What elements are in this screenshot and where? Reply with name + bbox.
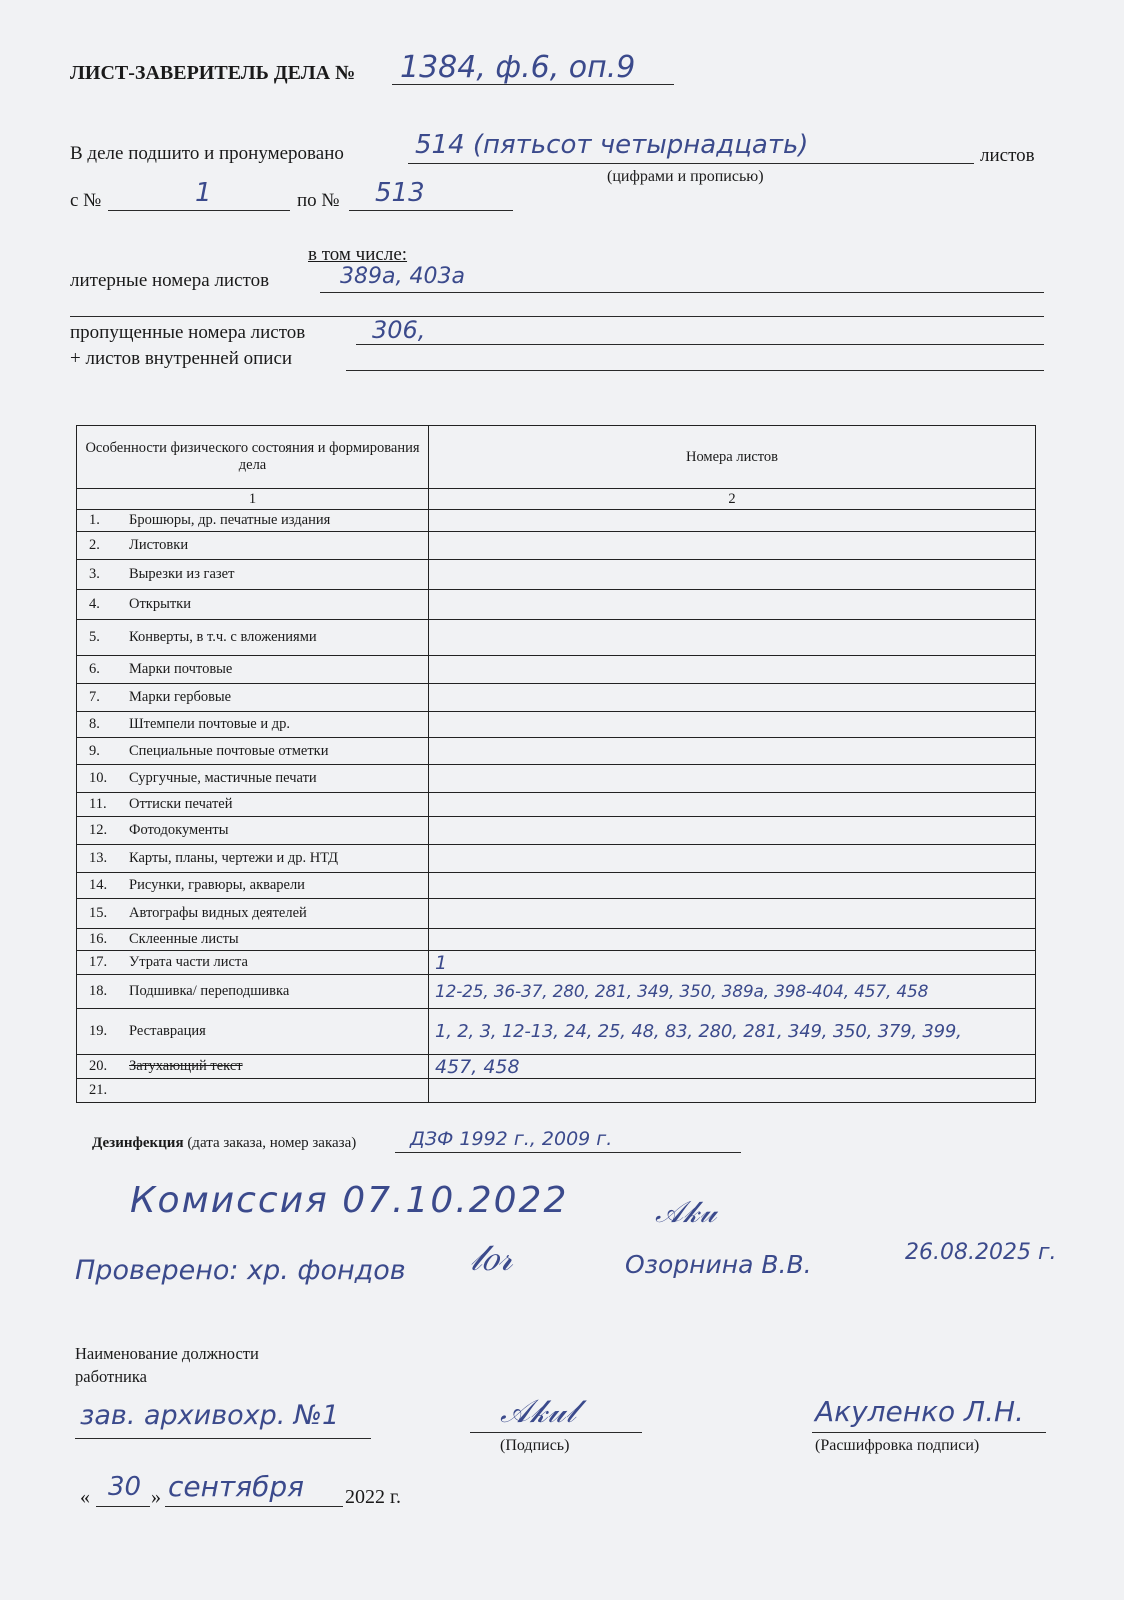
table-row	[77, 793, 1036, 817]
table-row	[77, 738, 1036, 765]
row-value	[429, 656, 1036, 684]
table-row	[77, 656, 1036, 684]
row-value	[429, 532, 1036, 560]
sewn-line	[408, 163, 974, 164]
physical-state-table	[76, 425, 1036, 1103]
disinfection-label-rest: (дата заказа, номер заказа)	[187, 1135, 357, 1151]
row-num: 14.	[89, 877, 108, 893]
date-day-line	[96, 1506, 150, 1507]
date-quote-open: «	[80, 1486, 90, 1508]
table-row	[77, 1079, 1036, 1103]
table-row	[77, 712, 1036, 738]
row-value	[429, 793, 1036, 817]
row-value	[429, 684, 1036, 712]
table-row	[77, 684, 1036, 712]
date-quote-close: »	[151, 1486, 161, 1508]
row-num: 15.	[89, 905, 108, 921]
commission-signature-icon: 𝒜𝓀𝓊	[655, 1195, 717, 1230]
row-num: 2.	[89, 537, 100, 553]
table-row	[77, 765, 1036, 793]
row-num: 16.	[89, 931, 108, 947]
checked-note: Проверено: хр. фондов	[75, 1255, 406, 1286]
to-value: 513	[375, 178, 425, 208]
table-row	[77, 899, 1036, 929]
sheets-label: листов	[980, 145, 1035, 166]
checked-name: Озорнина В.В.	[625, 1250, 812, 1279]
row-value	[429, 738, 1036, 765]
row-num: 20.	[89, 1058, 108, 1074]
row-value: 457, 458	[429, 1055, 1036, 1079]
row-value	[429, 1079, 1036, 1103]
row-num: 5.	[89, 629, 100, 645]
row-value	[429, 929, 1036, 951]
row-label: Фотодокументы	[129, 822, 229, 838]
checked-date: 26.08.2025 г.	[905, 1240, 1057, 1265]
row-label: Склеенные листы	[129, 931, 239, 947]
letter-label: литерные номера листов	[70, 270, 270, 291]
row-num: 1.	[89, 512, 100, 528]
row-label: Открытки	[129, 596, 191, 612]
table-row	[77, 873, 1036, 899]
disinfection-label	[92, 1135, 356, 1152]
row-label: Марки гербовые	[129, 689, 232, 705]
row-value	[429, 590, 1036, 620]
table-row	[77, 620, 1036, 656]
col1-index: 1	[77, 489, 429, 510]
table-row	[77, 817, 1036, 845]
letter-value: 389а, 403а	[340, 264, 465, 289]
row-label: Оттиски печатей	[129, 796, 233, 812]
row-label: Марки почтовые	[129, 661, 233, 677]
row-value: 1, 2, 3, 12-13, 24, 25, 48, 83, 280, 281, 349, 350, 379, 399,	[429, 1009, 1036, 1055]
row-num: 10.	[89, 770, 108, 786]
case-number-value: 1384, ф.6, оп.9	[400, 50, 636, 85]
table-row	[77, 1055, 1036, 1079]
disinfection-value: ДЗФ 1992 г., 2009 г.	[410, 1128, 613, 1150]
form-title: ЛИСТ-ЗАВЕРИТЕЛЬ ДЕЛА №	[70, 62, 356, 84]
row-value	[429, 845, 1036, 873]
sewn-caption: (цифрами и прописью)	[607, 168, 764, 185]
from-label: с №	[70, 190, 102, 211]
row-label: Реставрация	[129, 1023, 206, 1039]
commission-note: Комиссия 07.10.2022	[130, 1180, 569, 1221]
date-year: 2022 г.	[345, 1486, 401, 1508]
table-row	[77, 845, 1036, 873]
row-value	[429, 560, 1036, 590]
letter-line	[320, 292, 1044, 293]
row-num: 4.	[89, 596, 100, 612]
decode-line	[812, 1432, 1046, 1433]
row-label: Затухающий текст	[129, 1058, 243, 1074]
row-value	[429, 817, 1036, 845]
row-label: Брошюры, др. печатные издания	[129, 512, 331, 528]
position-line	[75, 1438, 371, 1439]
row-num: 19.	[89, 1023, 108, 1039]
col2-index: 2	[429, 489, 1036, 510]
row-label: Штемпели почтовые и др.	[129, 716, 291, 732]
date-month: сентября	[168, 1470, 304, 1503]
sewn-label: В деле подшито и пронумеровано	[70, 143, 344, 164]
table-row	[77, 532, 1036, 560]
decode-value: Акуленко Л.Н.	[815, 1395, 1024, 1428]
signature-line	[470, 1432, 642, 1433]
inner-label: + листов внутренней описи	[70, 348, 293, 369]
disinfection-line	[395, 1152, 741, 1153]
row-value	[429, 712, 1036, 738]
row-value	[429, 510, 1036, 532]
row-label: Рисунки, гравюры, акварели	[129, 877, 305, 893]
row-num: 21.	[89, 1082, 108, 1098]
row-num: 3.	[89, 566, 100, 582]
row-value	[429, 620, 1036, 656]
disinfection-label-bold: Дезинфекция	[92, 1135, 184, 1151]
missing-line	[356, 344, 1044, 345]
col2-header: Номера листов	[429, 426, 1036, 489]
including-label: в том числе:	[308, 244, 408, 265]
to-line	[349, 210, 513, 211]
row-value: 12-25, 36-37, 280, 281, 349, 350, 389а, 398-404, 457, 458	[429, 975, 1036, 1009]
row-num: 11.	[89, 796, 107, 812]
row-num: 7.	[89, 689, 100, 705]
row-num: 18.	[89, 983, 108, 999]
row-label: Утрата части листа	[129, 954, 248, 970]
case-number-line	[392, 84, 674, 85]
signature-icon: 𝒜𝓀𝓊𝓁	[500, 1392, 577, 1430]
missing-value: 306,	[372, 316, 426, 344]
table-row	[77, 929, 1036, 951]
to-label: по №	[297, 190, 340, 211]
table-row	[77, 1009, 1036, 1055]
row-label: Подшивка/ переподшивка	[129, 983, 290, 999]
decode-caption: (Расшифровка подписи)	[815, 1437, 980, 1454]
row-label: Листовки	[129, 537, 189, 553]
row-label: Вырезки из газет	[129, 566, 235, 582]
row-num: 17.	[89, 954, 108, 970]
row-num: 8.	[89, 716, 100, 732]
row-label: Специальные почтовые отметки	[129, 742, 329, 759]
checked-signature-icon: 𝓁𝑜𝓇	[470, 1238, 513, 1279]
missing-label: пропущенные номера листов	[70, 322, 306, 343]
row-num: 13.	[89, 850, 108, 866]
row-label: Автографы видных деятелей	[129, 905, 307, 921]
sewn-value: 514 (пятьсот четырнадцать)	[415, 130, 809, 160]
inner-line	[346, 370, 1044, 371]
row-num: 6.	[89, 661, 100, 677]
row-label: Сургучные, мастичные печати	[129, 770, 317, 786]
row-label: Конверты, в т.ч. с вложениями	[129, 629, 317, 645]
signature-caption: (Подпись)	[500, 1437, 570, 1454]
row-value	[429, 873, 1036, 899]
table-row	[77, 590, 1036, 620]
position-label: Наименование должности работника	[75, 1344, 259, 1386]
from-value: 1	[195, 178, 212, 208]
table-row	[77, 951, 1036, 975]
row-value: 1	[429, 951, 1036, 975]
letter-line-2	[70, 316, 1044, 317]
date-month-line	[165, 1506, 343, 1507]
row-num: 12.	[89, 822, 108, 838]
row-label: Карты, планы, чертежи и др. НТД	[129, 850, 339, 866]
table-row	[77, 560, 1036, 590]
row-num: 9.	[89, 742, 100, 759]
row-value	[429, 765, 1036, 793]
date-day: 30	[108, 1472, 142, 1502]
position-value: зав. архивохр. №1	[80, 1400, 340, 1431]
row-value	[429, 899, 1036, 929]
col1-header: Особенности физического состояния и формирования дела	[77, 426, 429, 489]
table-row	[77, 510, 1036, 532]
table-row	[77, 975, 1036, 1009]
from-line	[108, 210, 290, 211]
